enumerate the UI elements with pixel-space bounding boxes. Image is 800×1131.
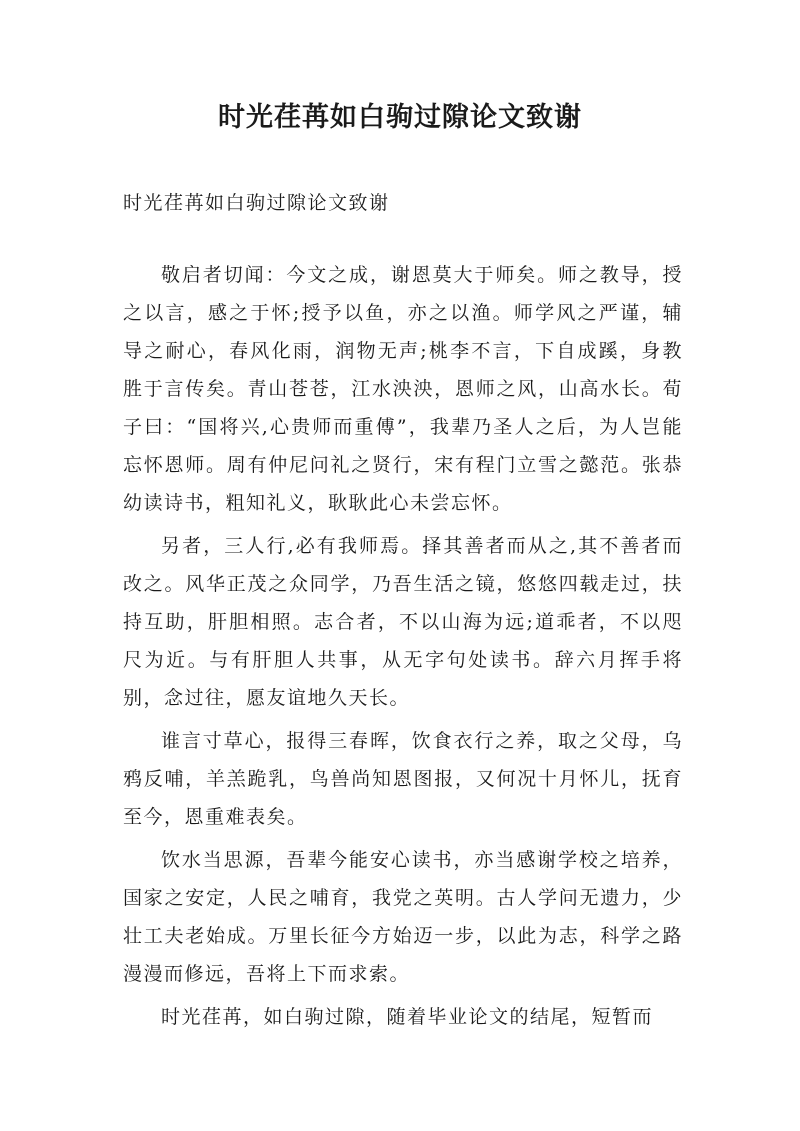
document-title: 时光荏苒如白驹过隙论文致谢 <box>218 102 582 133</box>
paragraph-gratitude-teachers: 敬启者切闻：今文之成，谢恩莫大于师矣。师之教导，授之以言，感之于怀;授予以鱼，亦之以渔。师学风之严谨，辅导之耐心，春风化雨，润物无声;桃李不言，下自成蹊，身教胜于言传矣。青山苍苍，江水泱泱，恩师之风，山高水长。荀子曰：“国将兴,心贵师而重傅”，我辈乃圣人之后，为人岂能忘怀恩师。周有仲尼问礼之贤行，宋有程门立雪之懿范。张恭幼读诗书，粗知礼义，耿耿此心未尝忘怀。 <box>123 264 683 514</box>
paragraph-closing: 时光荏苒，如白驹过隙，随着毕业论文的结尾，短暂而 <box>161 1006 654 1028</box>
document-subtitle: 时光荏苒如白驹过隙论文致谢 <box>123 192 390 214</box>
document-body <box>123 256 683 1036</box>
paragraph-gratitude-classmates: 另者，三人行,必有我师焉。择其善者而从之,其不善者而改之。风华正茂之众同学，乃吾生活之镜，悠悠四载走过，扶持互助，肝胆相照。志合者，不以山海为远;道乖者，不以咫尺为近。与有肝胆人共事，从无字句处读书。辞六月挥手将别，念过往，愿友谊地久天长。 <box>123 535 683 709</box>
paragraph-gratitude-parents: 谁言寸草心，报得三春晖，饮食衣行之养，取之父母，乌鸦反哺，羊羔跪乳，鸟兽尚知恩图报，又何况十月怀儿，抚育至今，恩重难表矣。 <box>123 730 683 828</box>
paragraph-gratitude-school: 饮水当思源，吾辈今能安心读书，亦当感谢学校之培养，国家之安定，人民之哺育，我党之英明。古人学问无遗力，少壮工夫老始成。万里长征今方始迈一步，以此为志，科学之路漫漫而修远，吾将上下而求索。 <box>123 849 683 985</box>
